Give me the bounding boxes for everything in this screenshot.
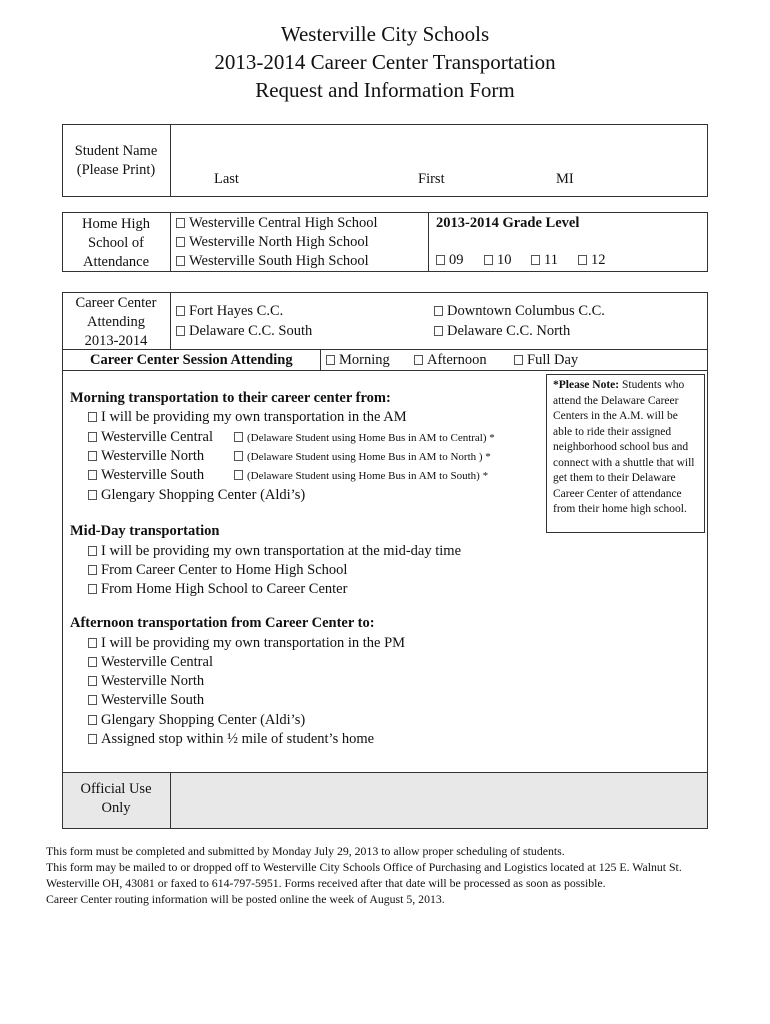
afternoon-option-own[interactable]: I will be providing my own transportation in the PM xyxy=(88,634,405,653)
checkbox-icon[interactable] xyxy=(414,355,423,365)
checkbox-icon[interactable] xyxy=(88,734,97,744)
midday-title: Mid-Day transportation xyxy=(70,523,220,539)
checkbox-icon[interactable] xyxy=(88,715,97,725)
footer-line3: Westerville OH, 43081 or faxed to 614-797-5951. Forms received after that date will be processed as soon as possible. xyxy=(46,876,606,890)
first-name-caption: First xyxy=(418,171,445,187)
session-option-full-day[interactable]: Full Day xyxy=(514,351,578,370)
delaware-note: *Please Note: Students who attend the Delaware Career Centers in the A.M. will be able to ride their assigned neighborhood school bus and connect with a shuttle that will get them to their Delaware Career Center of attendance from their home high school. xyxy=(546,374,705,533)
grade-option-11[interactable]: 11 xyxy=(531,251,558,270)
grade-option-09[interactable]: 09 xyxy=(436,251,464,270)
checkbox-icon[interactable] xyxy=(88,432,97,442)
grade-level-title: 2013-2014 Grade Level xyxy=(436,215,580,231)
checkbox-icon[interactable] xyxy=(88,412,97,422)
checkbox-icon[interactable] xyxy=(88,490,97,500)
morning-option-north[interactable]: Westerville North xyxy=(88,447,204,466)
form-title-line1: Westerville City Schools xyxy=(280,22,490,46)
footer-line1: This form must be completed and submitted by Monday July 29, 2013 to allow proper scheduling of students. xyxy=(46,844,565,858)
afternoon-option-assigned-stop[interactable]: Assigned stop within ½ mile of student’s home xyxy=(88,730,374,749)
checkbox-icon[interactable] xyxy=(176,256,185,266)
home-school-option-central[interactable]: Westerville Central High School xyxy=(176,214,378,233)
footer-line4: Career Center routing information will be posted online the week of August 5, 2013. xyxy=(46,892,445,906)
session-option-afternoon[interactable]: Afternoon xyxy=(414,351,487,370)
session-label: Career Center Session Attending xyxy=(90,352,293,368)
checkbox-icon[interactable] xyxy=(484,255,493,265)
checkbox-icon[interactable] xyxy=(88,695,97,705)
career-center-option-delaware-north[interactable]: Delaware C.C. North xyxy=(434,322,570,341)
checkbox-icon[interactable] xyxy=(234,432,243,442)
session-option-morning[interactable]: Morning xyxy=(326,351,390,370)
checkbox-icon[interactable] xyxy=(176,218,185,228)
midday-option-own[interactable]: I will be providing my own transportation at the mid-day time xyxy=(88,542,461,561)
checkbox-icon[interactable] xyxy=(88,470,97,480)
checkbox-icon[interactable] xyxy=(88,676,97,686)
career-center-label: Career Center Attending 2013-2014 xyxy=(75,295,157,349)
checkbox-icon[interactable] xyxy=(514,355,523,365)
delaware-option-north[interactable]: (Delaware Student using Home Bus in AM to North ) * xyxy=(234,450,491,464)
midday-option-home-to-cc[interactable]: From Home High School to Career Center xyxy=(88,580,347,599)
checkbox-icon[interactable] xyxy=(88,657,97,667)
home-school-option-south[interactable]: Westerville South High School xyxy=(176,252,369,271)
form-title-line3: Request and Information Form xyxy=(255,78,515,102)
checkbox-icon[interactable] xyxy=(436,255,445,265)
afternoon-title: Afternoon transportation from Career Center to: xyxy=(70,615,375,631)
afternoon-option-central[interactable]: Westerville Central xyxy=(88,653,213,672)
checkbox-icon[interactable] xyxy=(88,451,97,461)
checkbox-icon[interactable] xyxy=(326,355,335,365)
career-center-option-delaware-south[interactable]: Delaware C.C. South xyxy=(176,322,312,341)
career-center-option-downtown[interactable]: Downtown Columbus C.C. xyxy=(434,302,605,321)
checkbox-icon[interactable] xyxy=(434,326,443,336)
home-school-label: Home High School of Attendance xyxy=(81,216,151,270)
checkbox-icon[interactable] xyxy=(234,451,243,461)
grade-option-12[interactable]: 12 xyxy=(578,251,606,270)
checkbox-icon[interactable] xyxy=(176,306,185,316)
morning-option-south[interactable]: Westerville South xyxy=(88,466,204,485)
official-use-field xyxy=(171,773,707,828)
morning-option-central[interactable]: Westerville Central xyxy=(88,428,213,447)
career-center-option-fort-hayes[interactable]: Fort Hayes C.C. xyxy=(176,302,283,321)
mi-caption: MI xyxy=(556,171,574,187)
morning-title: Morning transportation to their career center from: xyxy=(70,390,391,406)
grade-option-10[interactable]: 10 xyxy=(484,251,512,270)
checkbox-icon[interactable] xyxy=(88,565,97,575)
afternoon-option-glengary[interactable]: Glengary Shopping Center (Aldi’s) xyxy=(88,711,305,730)
checkbox-icon[interactable] xyxy=(176,237,185,247)
checkbox-icon[interactable] xyxy=(234,470,243,480)
delaware-option-central[interactable]: (Delaware Student using Home Bus in AM to Central) * xyxy=(234,431,495,445)
checkbox-icon[interactable] xyxy=(434,306,443,316)
checkbox-icon[interactable] xyxy=(88,546,97,556)
student-name-field[interactable] xyxy=(171,125,707,167)
morning-option-own[interactable]: I will be providing my own transportation in the AM xyxy=(88,408,407,427)
official-use-label: Official Use Only xyxy=(80,781,152,816)
checkbox-icon[interactable] xyxy=(578,255,587,265)
afternoon-option-north[interactable]: Westerville North xyxy=(88,672,204,691)
checkbox-icon[interactable] xyxy=(176,326,185,336)
checkbox-icon[interactable] xyxy=(531,255,540,265)
checkbox-icon[interactable] xyxy=(88,584,97,594)
student-name-label: Student Name (Please Print) xyxy=(74,143,158,178)
last-name-caption: Last xyxy=(214,171,239,187)
morning-option-glengary[interactable]: Glengary Shopping Center (Aldi’s) xyxy=(88,486,305,505)
form-title-line2: 2013-2014 Career Center Transportation xyxy=(214,50,556,74)
home-school-option-north[interactable]: Westerville North High School xyxy=(176,233,369,252)
footer-line2: This form may be mailed to or dropped off to Westerville City Schools Office of Purchasing and Logistics located at 125 E. Walnut St. xyxy=(46,860,682,874)
delaware-option-south[interactable]: (Delaware Student using Home Bus in AM to South) * xyxy=(234,469,488,483)
midday-option-cc-to-home[interactable]: From Career Center to Home High School xyxy=(88,561,347,580)
checkbox-icon[interactable] xyxy=(88,638,97,648)
afternoon-option-south[interactable]: Westerville South xyxy=(88,691,204,710)
